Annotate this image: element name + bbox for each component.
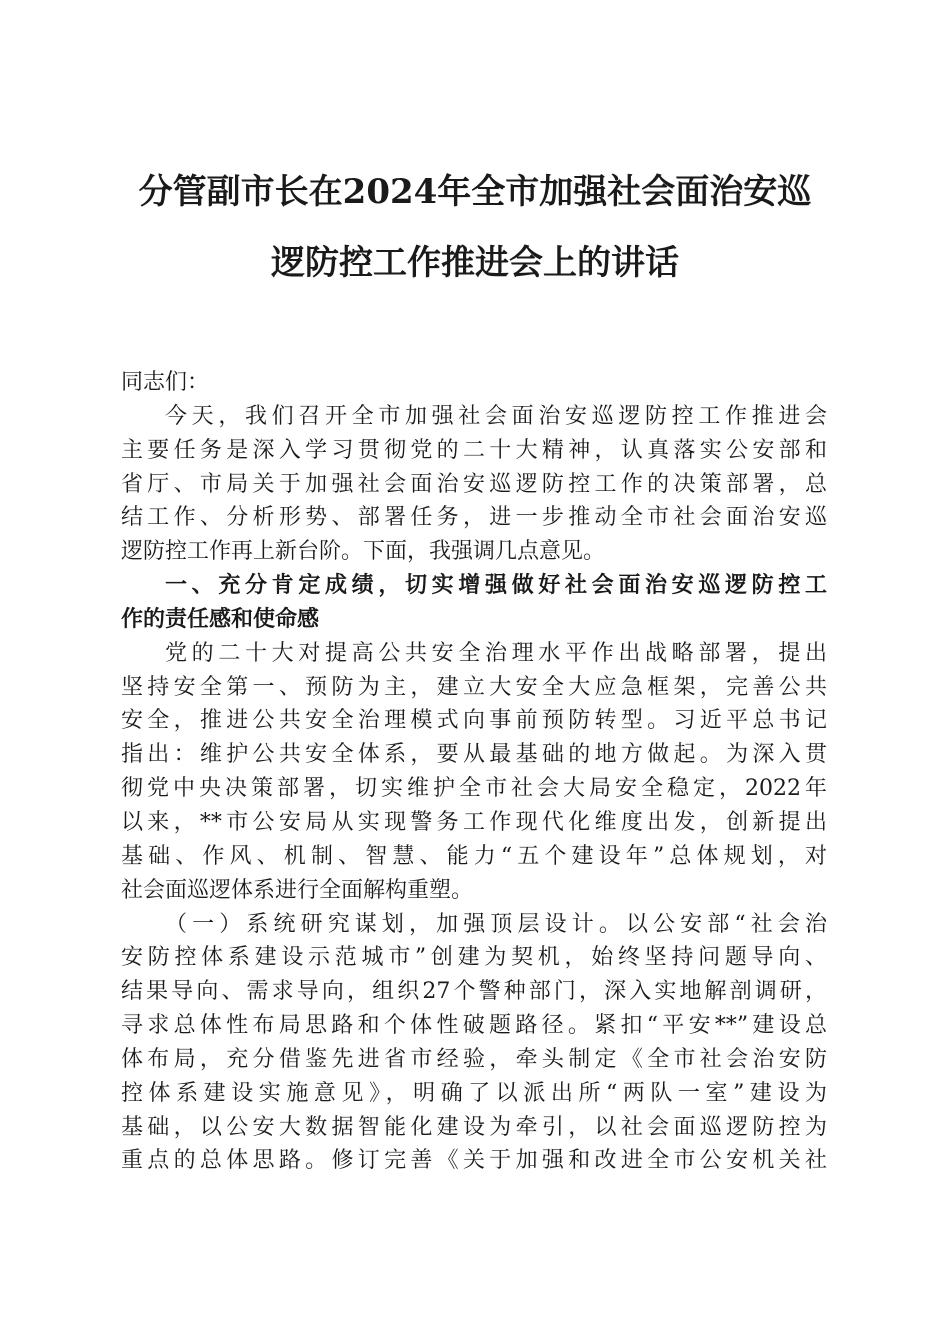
paragraph-background [121,637,827,908]
paragraph-line: （一）系统研究谋划，加强顶层设计。以公安部“社会治 [165,911,827,937]
paragraph-line: 安防控体系建设示范城市”创建为契机，始终坚持问题导向、 [121,945,827,971]
heading-line: 一、充分肯定成绩，切实增强做好社会面治安巡逻防控工 [165,573,827,599]
paragraph-line: 彻党中央决策部署，切实维护全市社会大局安全稳定，2022年 [121,776,827,802]
paragraph-line: 控体系建设实施意见》，明确了以派出所“两队一室”建设为 [121,1080,827,1106]
paragraph-line: 逻防控工作再上新台阶。下面，我强调几点意见。 [121,539,606,565]
salutation-text: 同志们： [121,370,210,395]
paragraph-line: 以来，**市公安局从实现警务工作现代化维度出发，创新提出 [121,809,827,835]
paragraph-line: 指出：维护公共安全体系，要从最基础的地方做起。为深入贯 [121,742,827,768]
heading-line: 作的责任感和使命感 [121,606,320,632]
paragraph-line: 坚持安全第一、预防为主，建立大安全大应急框架，完善公共 [121,674,827,700]
section-heading-1 [121,569,827,637]
paragraph-subsection-1 [121,908,827,1179]
paragraph-line: 结果导向、需求导向，组织27个警种部门，深入实地解剖调研， [121,979,827,1005]
paragraph-line: 寻求总体性布局思路和个体性破题路径。紧扣“平安**”建设总 [121,1013,827,1039]
paragraph-line: 重点的总体思路。修订完善《关于加强和改进全市公安机关社 [121,1148,827,1174]
paragraph-line: 社会面巡逻体系进行全面解构重塑。 [121,877,474,903]
paragraph-line: 今天，我们召开全市加强社会面治安巡逻防控工作推进会 [165,403,827,429]
paragraph-line: 结工作、分析形势、部署任务，进一步推动全市社会面治安巡 [121,505,827,531]
paragraph-line: 基础，以公安大数据智能化建设为牵引，以社会面巡逻防控为 [121,1114,827,1140]
paragraph-line: 安全，推进公共安全治理模式向事前预防转型。习近平总书记 [121,708,827,734]
salutation [121,366,827,400]
paragraph-line: 基础、作风、机制、智慧、能力“五个建设年”总体规划，对 [121,843,827,869]
paragraph-line: 党的二十大对提高公共安全治理水平作出战略部署，提出 [165,640,827,666]
paragraph-line: 省厅、市局关于加强社会面治安巡逻防控工作的决策部署，总 [121,471,827,497]
paragraph-line: 主要任务是深入学习贯彻党的二十大精神，认真落实公安部和 [121,437,827,463]
paragraph-opening [121,400,827,569]
document-title-line-1: 分管副市长在2024年全市加强社会面治安巡 [138,172,812,212]
document-body [121,366,827,1178]
document-title-line-2: 逻防控工作推进会上的讲话 [271,243,679,283]
paragraph-line: 体布局，充分借鉴先进省市经验，牵头制定《全市社会治安防 [121,1046,827,1072]
